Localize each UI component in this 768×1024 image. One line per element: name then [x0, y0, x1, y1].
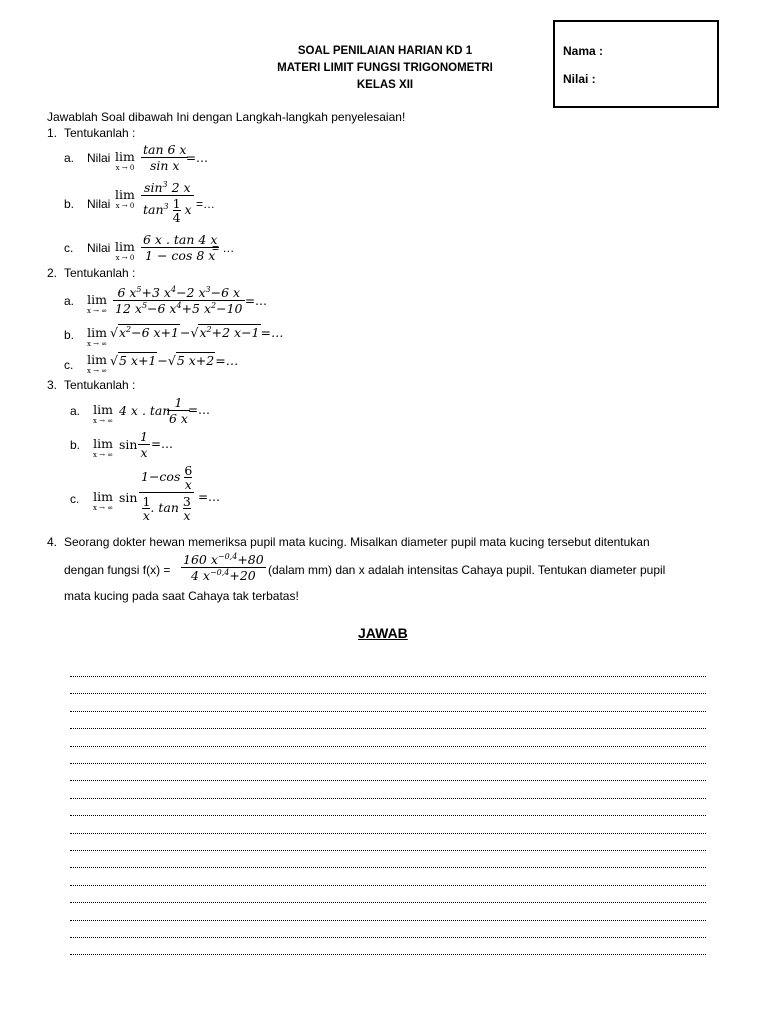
q1b-fraction: $\sin^3 2$ x $\tan^3$ $\frac{1}{4}$ x: [143, 180, 192, 225]
q3c-tail: =…: [198, 490, 221, 504]
q1c-label: c.: [64, 241, 74, 255]
answer-line[interactable]: [70, 693, 706, 694]
q3b-fraction: $\frac{1}{x}$: [140, 429, 148, 460]
q3a-prefix: 4 x . tan: [119, 403, 171, 418]
answer-line[interactable]: [70, 676, 706, 677]
q4-line-3: mata kucing pada saat Cahaya tak terbatas!: [64, 589, 299, 603]
q1c-fraction: $\frac{6 x . \tan 4 x}{1 - \cos 8 x}$: [143, 232, 218, 263]
name-score-box: [553, 20, 719, 108]
title-line-3: KELAS XII: [356, 79, 414, 91]
q2b-limit: lim x → ∞: [87, 325, 108, 348]
q1b-nilai: Nilai: [87, 197, 111, 211]
answer-line[interactable]: [70, 867, 706, 868]
answer-line[interactable]: [70, 850, 706, 851]
q2a-limit: lim x → ∞: [87, 292, 108, 315]
score-label: Nilai :: [563, 72, 596, 86]
q3-title: Tentukanlah :: [64, 378, 136, 392]
answer-line[interactable]: [70, 954, 706, 955]
q1a-limit: lim x → 0: [115, 149, 135, 172]
q3c-label: c.: [70, 492, 80, 506]
q3-number: 3.: [47, 378, 58, 392]
q2-title: Tentukanlah :: [64, 266, 136, 280]
q3a-limit: lim x → ∞: [93, 402, 114, 425]
q2b-expression: $√x^2-6$ $x+1-√x^2+2$ x−1=…: [110, 325, 284, 340]
answer-line[interactable]: [70, 885, 706, 886]
q1-number: 1.: [47, 126, 58, 140]
title-line-2: MATERI LIMIT FUNGSI TRIGONOMETRI: [277, 62, 493, 74]
q4-fraction: $\frac{160 x^{-0,4}+80}{4 x^{-0,4}+20}$: [183, 552, 264, 583]
q1c-tail: = …: [212, 241, 235, 255]
q3c-fraction: 1−cos $\frac{6}{x}$ $\frac{1}{x}$ . tan $\frac{3}{x}$: [141, 463, 193, 523]
answer-line[interactable]: [70, 937, 706, 938]
q2-number: 2.: [47, 266, 58, 280]
q2a-fraction: $\frac{6 x^5+3 x^4-2 x^3-6 x}{12 x^5-6 x^4+5 x^2-10}$: [115, 285, 243, 316]
q3b-label: b.: [70, 438, 81, 452]
q1a-nilai: Nilai: [87, 151, 111, 165]
q3c-prefix: sin: [119, 490, 138, 505]
q3a-label: a.: [70, 404, 81, 418]
answer-line[interactable]: [70, 711, 706, 712]
q1a-fraction: $\frac{\tan 6 x}{\text{sin x}}$: [143, 142, 187, 173]
answer-line[interactable]: [70, 728, 706, 729]
q3b-limit: lim x → ∞: [93, 436, 114, 459]
name-label: Nama :: [563, 44, 604, 58]
answer-line[interactable]: [70, 746, 706, 747]
q1c-limit: lim x → 0: [115, 239, 135, 262]
q2c-limit: lim x → ∞: [87, 352, 108, 375]
q2b-label: b.: [64, 328, 75, 342]
q2a-label: a.: [64, 294, 75, 308]
answer-line[interactable]: [70, 798, 706, 799]
q3b-prefix: sin: [119, 437, 138, 452]
answer-line[interactable]: [70, 833, 706, 834]
answer-line[interactable]: [70, 815, 706, 816]
q4-line-2-pre: dengan fungsi f(x) =: [64, 563, 171, 577]
q2c-label: c.: [64, 358, 74, 372]
q1-title: Tentukanlah :: [64, 126, 136, 140]
q1b-limit: lim x → 0: [115, 187, 135, 210]
q1b-tail: =…: [196, 197, 216, 211]
title-line-1: SOAL PENILAIAN HARIAN KD 1: [297, 45, 473, 57]
answer-title: JAWAB: [358, 625, 408, 641]
q3a-tail: =…: [188, 403, 211, 417]
q1a-tail: =…: [186, 151, 209, 165]
q4-number: 4.: [47, 535, 58, 549]
q2c-expression: √5 x+1−√5 x+2=…: [110, 353, 239, 368]
q3c-limit: lim x → ∞: [93, 489, 114, 512]
q1c-nilai: Nilai: [87, 241, 111, 255]
q4-line-2-post: (dalam mm) dan x adalah intensitas Cahaya pupil. Tentukan diameter pupil: [268, 563, 666, 577]
q3a-fraction: $\frac{1}{6 x}$: [169, 395, 188, 426]
q3b-tail: =…: [151, 437, 174, 451]
q1a-label: a.: [64, 151, 75, 165]
answer-line[interactable]: [70, 780, 706, 781]
q4-line-1: Seorang dokter hewan memeriksa pupil mata kucing. Misalkan diameter pupil mata kucing tersebut ditentukan: [64, 535, 650, 549]
q1b-label: b.: [64, 197, 75, 211]
instruction: Jawablah Soal dibawah Ini dengan Langkah-langkah penyelesaian!: [47, 110, 406, 124]
answer-line[interactable]: [70, 920, 706, 921]
answer-line[interactable]: [70, 902, 706, 903]
answer-line[interactable]: [70, 763, 706, 764]
q2a-tail: =…: [245, 294, 268, 308]
